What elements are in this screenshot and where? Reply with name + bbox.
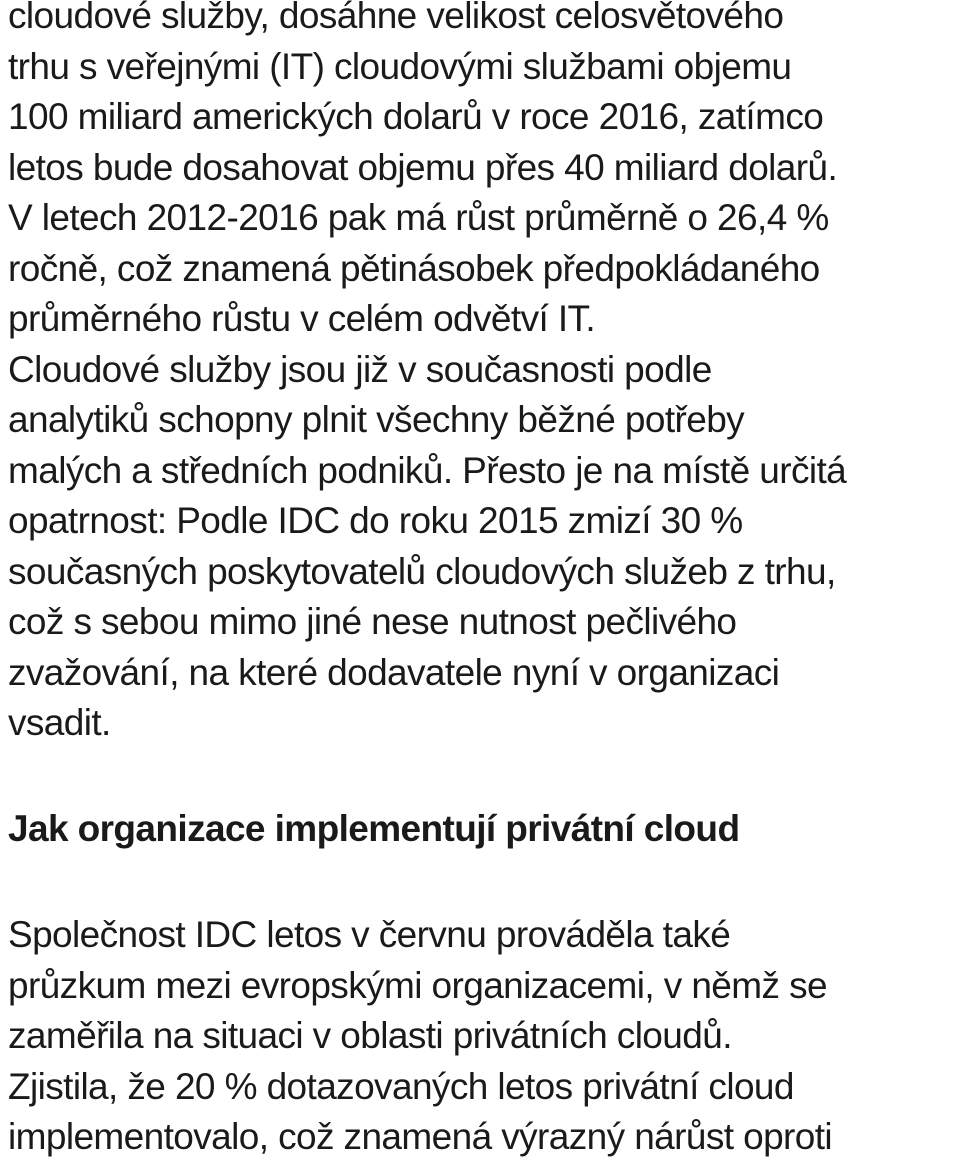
text-line: Zjistila, že 20 % dotazovaných letos privátní cloud <box>8 1065 794 1107</box>
document-page <box>8 0 958 1163</box>
text-line: 100 miliard amerických dolarů v roce 2016, zatímco <box>8 96 824 137</box>
text-line: což s sebou mimo jiné nese nutnost pečlivého <box>8 601 737 642</box>
text-line: zvažování, na které dodavatele nyní v organizaci <box>8 651 780 693</box>
text-line: ročně, což znamená pětinásobek předpokládaného <box>8 247 820 289</box>
text-line: cloudové služby, dosáhne velikost celosvětového <box>8 0 784 36</box>
text-line: letos bude dosahovat objemu přes 40 miliard dolarů. <box>8 146 838 188</box>
text-line: vsadit. <box>8 702 111 743</box>
section-heading: Jak organizace implementují privátní cloud <box>8 807 740 849</box>
text-line: analytiků schopny plnit všechny běžné potřeby <box>8 399 745 440</box>
text-line: trhu s veřejnými (IT) cloudovými službami objemu <box>8 45 792 87</box>
text-line: průzkum mezi evropskými organizacemi, v němž se <box>8 964 827 1006</box>
paragraph-2 <box>8 910 958 1163</box>
text-line: Společnost IDC letos v červnu prováděla také <box>8 914 731 955</box>
text-line: V letech 2012-2016 pak má růst průměrně o 26,4 % <box>8 197 829 238</box>
paragraph-1 <box>8 0 958 749</box>
text-line: současných poskytovatelů cloudových služeb z trhu, <box>8 550 836 592</box>
text-line: implementovalo, což znamená výrazný nárůst oproti <box>8 1116 833 1157</box>
text-line: Cloudové služby jsou již v současnosti podle <box>8 348 712 390</box>
text-line: průměrného růstu v celém odvětví IT. <box>8 298 596 339</box>
text-line: opatrnost: Podle IDC do roku 2015 zmizí 30 % <box>8 500 743 541</box>
text-line: zaměřila na situaci v oblasti privátních cloudů. <box>8 1015 732 1056</box>
text-line: malých a středních podniků. Přesto je na místě určitá <box>8 449 847 491</box>
